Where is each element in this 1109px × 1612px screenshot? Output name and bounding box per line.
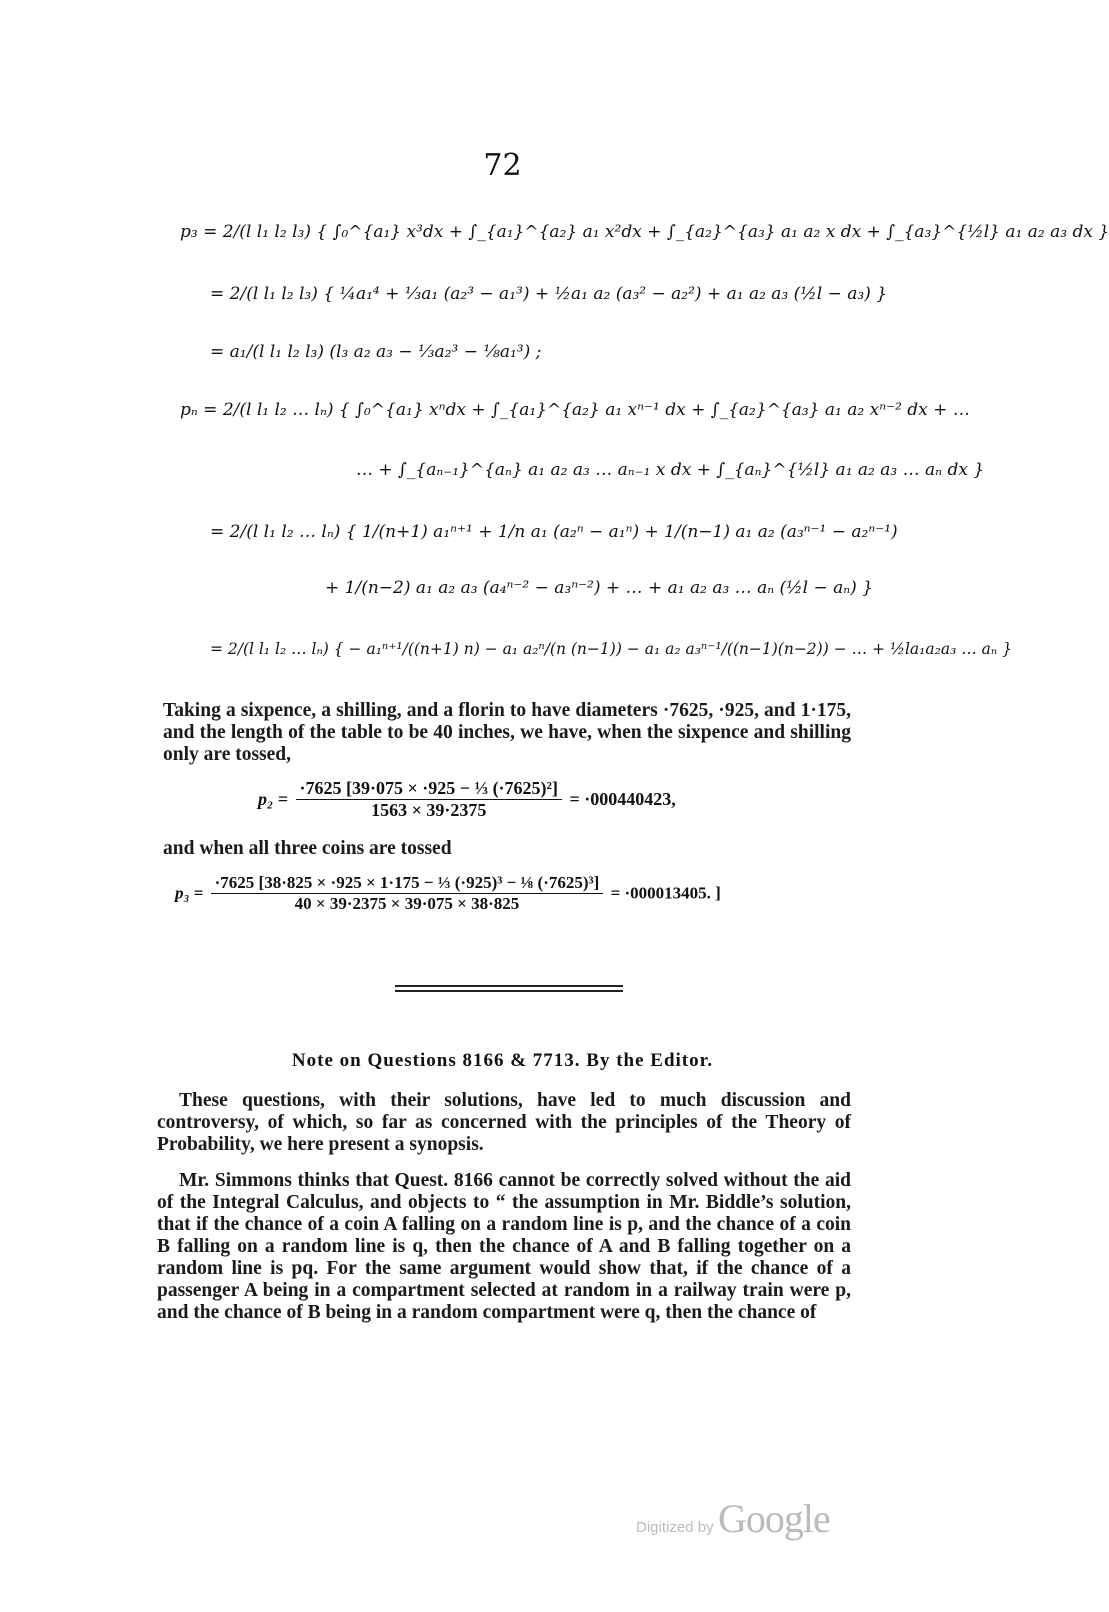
equation-pn-result: = 2/(l l₁ l₂ … lₙ) { − a₁ⁿ⁺¹/((n+1) n) − a₁ a₂ⁿ/(n (n−1)) − a₁ a₂ a₃ⁿ⁻¹/((n−1)(n−2)) − … + ½la₁a₂a₃ … aₙ } xyxy=(210,640,1012,658)
note-paragraph-2: Mr. Simmons thinks that Quest. 8166 cannot be correctly solved without the aid of the Integral Calculus, and objects to “ the assumption in Mr. Biddle’s solution, that if the chance of a coin A falling on a random line is p, and the chance of a coin B falling on a random line is q, then the chance of A and B falling together on a random line is pq. For the same argument would show that, if the chance of a passenger A being in a compartment selected at random in a railway train were p, and the chance of B being in a random compartment were q, then the chance of xyxy=(157,1170,851,1323)
calc-lhs: p₃ = xyxy=(175,883,204,903)
equation-pn-step1: = 2/(l l₁ l₂ … lₙ) { 1/(n+1) a₁ⁿ⁺¹ + 1/n a₁ (a₂ⁿ − a₁ⁿ) + 1/(n−1) a₁ a₂ (a₃ⁿ⁻¹ − a₂ⁿ⁻¹) xyxy=(210,522,898,542)
calc-fraction xyxy=(211,873,604,914)
calc-result: = ·000440423, xyxy=(569,789,676,809)
calc-fraction xyxy=(296,778,562,821)
calculation-p2 xyxy=(258,778,676,821)
calc-denominator: 1563 × 39·2375 xyxy=(371,800,487,820)
note-title: Note on Questions 8166 & 7713. By the Editor. xyxy=(291,1050,714,1071)
paragraph-coins xyxy=(163,700,851,780)
google-logo: Google xyxy=(718,1496,830,1541)
note-body xyxy=(157,1090,851,1338)
page-number: 72 xyxy=(483,148,522,183)
calc-denominator: 40 × 39·2375 × 39·075 × 38·825 xyxy=(294,894,520,913)
calc-numerator: ·7625 [39·075 × ·925 − ⅓ (·7625)²] xyxy=(296,778,562,800)
section-divider-bottom xyxy=(395,990,623,992)
calc-lhs: p₂ = xyxy=(258,789,289,809)
equation-pn-continued: … + ∫_{aₙ₋₁}^{aₙ} a₁ a₂ a₃ … aₙ₋₁ x dx + ∫_{aₙ}^{½l} a₁ a₂ a₃ … aₙ dx } xyxy=(356,460,985,480)
calculation-p3 xyxy=(175,873,721,914)
paragraph-three-coins xyxy=(163,838,851,874)
equation-p3-step2: = a₁/(l l₁ l₂ l₃) (l₃ a₂ a₃ − ⅓a₂³ − ⅛a₁³) ; xyxy=(210,342,542,362)
calc-result: = ·000013405. ] xyxy=(610,883,721,903)
calc-numerator: ·7625 [38·825 × ·925 × 1·175 − ⅓ (·925)³ − ⅛ (·7625)³] xyxy=(211,873,604,894)
digitized-watermark xyxy=(636,1495,830,1542)
equation-p3-definition: p₃ = 2/(l l₁ l₂ l₃) { ∫₀^{a₁} x³dx + ∫_{a₁}^{a₂} a₁ x²dx + ∫_{a₂}^{a₃} a₁ a₂ x dx + ∫_{a₃}^{½l} a₁ a₂ a₃ dx } xyxy=(180,222,1109,242)
section-divider-top xyxy=(395,985,623,987)
paragraph-text: Taking a sixpence, a shilling, and a florin to have diameters ·7625, ·925, and 1·175, and the length of the table to be 40 inches, we have, when the sixpence and shilling only are tossed, xyxy=(163,700,851,765)
watermark-prefix: Digitized by xyxy=(636,1519,714,1536)
paragraph-text: and when all three coins are tossed xyxy=(163,838,452,859)
equation-pn-definition: pₙ = 2/(l l₁ l₂ … lₙ) { ∫₀^{a₁} xⁿdx + ∫_{a₁}^{a₂} a₁ xⁿ⁻¹ dx + ∫_{a₂}^{a₃} a₁ a₂ xⁿ⁻² dx + … xyxy=(180,400,970,420)
equation-pn-step1-continued: + 1/(n−2) a₁ a₂ a₃ (a₄ⁿ⁻² − a₃ⁿ⁻²) + … + a₁ a₂ a₃ … aₙ (½l − aₙ) } xyxy=(325,578,873,598)
note-paragraph-1: These questions, with their solutions, have led to much discussion and controversy, of which, so far as concerned with the principles of the Theory of Probability, we here present a synopsis. xyxy=(157,1090,851,1155)
equation-p3-step1: = 2/(l l₁ l₂ l₃) { ¼a₁⁴ + ⅓a₁ (a₂³ − a₁³) + ½a₁ a₂ (a₃² − a₂²) + a₁ a₂ a₃ (½l − a₃) } xyxy=(210,284,888,304)
